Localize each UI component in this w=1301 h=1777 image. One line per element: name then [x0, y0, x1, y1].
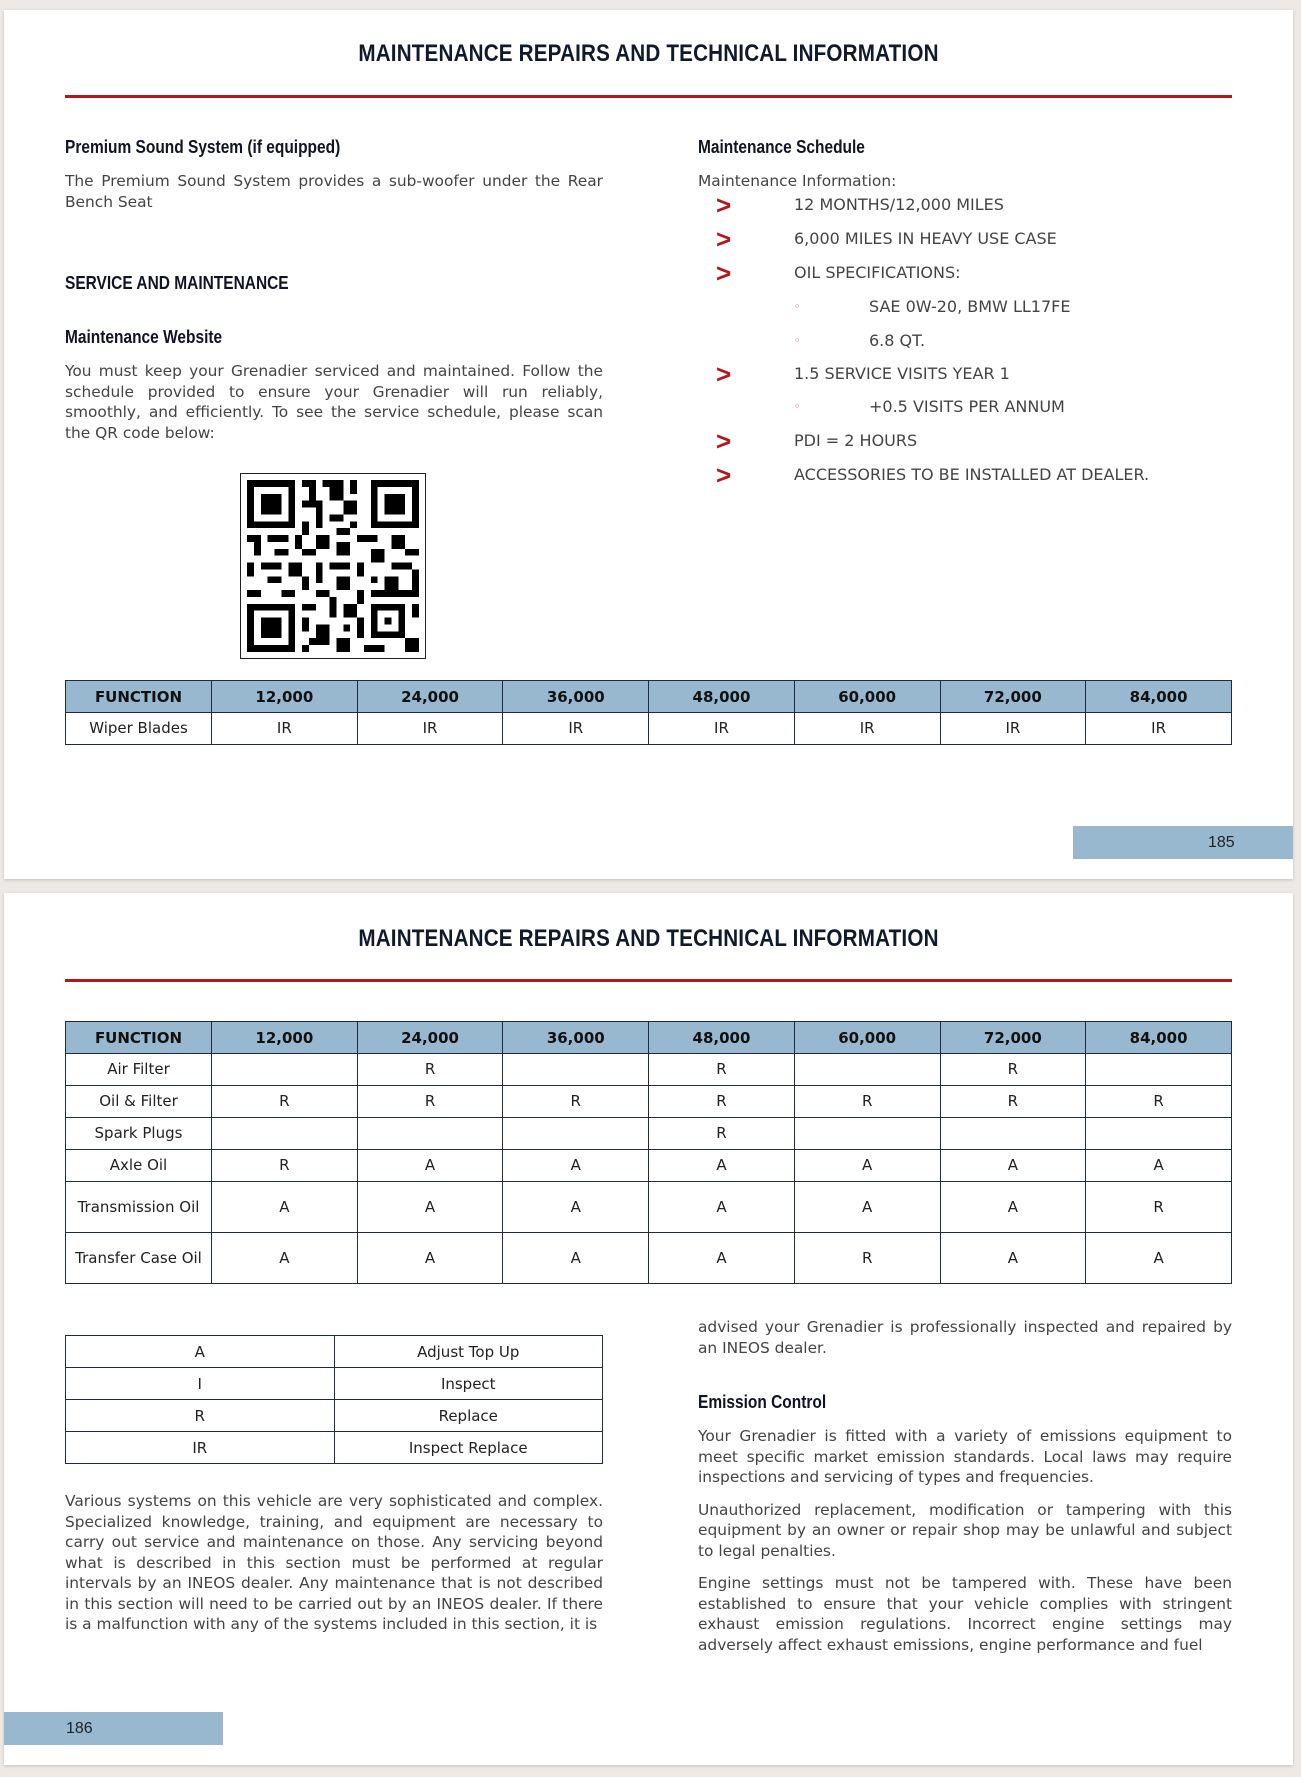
maintenance-info-label: Maintenance Information:	[698, 172, 897, 190]
table-header: 36,000	[503, 1022, 649, 1054]
table-header-row	[66, 681, 1232, 713]
schedule-item-text: ACCESSORIES TO BE INSTALLED AT DEALER.	[794, 465, 1150, 484]
schedule-item-text: 6,000 MILES IN HEAVY USE CASE	[794, 229, 1057, 248]
table-cell: A	[212, 1233, 358, 1284]
title-rule	[65, 979, 1232, 982]
maintenance-website-text: You must keep your Grenadier serviced and maintained. Follow the schedule provided to ensure your Grenadier will run reliably, smoothly, and efficiently. To see the service schedule, please scan the QR code below:	[65, 362, 603, 442]
schedule-item-text: SAE 0W-20, BMW LL17FE	[869, 297, 1071, 316]
table-cell: R	[357, 1054, 503, 1086]
circle-bullet-icon: ◦	[794, 334, 801, 347]
maintenance-schedule-heading: Maintenance Schedule	[698, 137, 865, 157]
table-cell	[940, 1118, 1086, 1150]
table-cell	[212, 1118, 358, 1150]
table-cell: IR	[940, 713, 1086, 745]
table-cell: A	[1086, 1233, 1232, 1284]
table-header: 60,000	[794, 1022, 940, 1054]
table-cell: A	[794, 1182, 940, 1233]
table-cell: A	[940, 1150, 1086, 1182]
chevron-right-icon: >	[716, 258, 732, 288]
page-number: 185	[1073, 826, 1293, 859]
table-cell: A	[503, 1233, 649, 1284]
legend-meaning: Inspect	[334, 1368, 603, 1400]
legend-meaning: Adjust Top Up	[334, 1336, 603, 1368]
table-cell: A	[503, 1150, 649, 1182]
legend-code: A	[66, 1336, 335, 1368]
table-cell: A	[794, 1150, 940, 1182]
table-cell: R	[503, 1086, 649, 1118]
table-cell: IR	[357, 713, 503, 745]
table-cell: A	[1086, 1150, 1232, 1182]
schedule-item-text: 6.8 QT.	[869, 331, 926, 350]
table-cell: IR	[503, 713, 649, 745]
emission-control-text	[698, 1426, 1232, 1667]
table-cell: A	[940, 1233, 1086, 1284]
circle-bullet-icon: ◦	[794, 300, 801, 313]
paragraph: Your Grenadier is fitted with a variety of emissions equipment to meet specific market emission standards. Local laws may require inspections and servicing of types and frequencies.	[698, 1427, 1232, 1486]
page-number: 186	[4, 1712, 223, 1745]
table-header: 84,000	[1086, 681, 1232, 713]
paragraph: Engine settings must not be tampered with. These have been established to ensure that your vehicle complies with stringent exhaust emission regulations. Incorrect engine settings may adversely affect exhaust emissions, engine performance and fuel	[698, 1574, 1232, 1654]
table-row	[66, 1150, 1232, 1182]
table-cell	[212, 1054, 358, 1086]
table-cell: Transfer Case Oil	[66, 1233, 212, 1284]
table-cell: A	[357, 1150, 503, 1182]
wiper-maintenance-table	[65, 680, 1232, 745]
table-row	[66, 1054, 1232, 1086]
table-row	[66, 1432, 603, 1464]
table-header: 84,000	[1086, 1022, 1232, 1054]
legend-code: R	[66, 1400, 335, 1432]
table-cell: Axle Oil	[66, 1150, 212, 1182]
table-cell: IR	[649, 713, 795, 745]
schedule-item-text: 1.5 SERVICE VISITS YEAR 1	[794, 364, 1010, 383]
table-cell: A	[357, 1182, 503, 1233]
table-cell	[357, 1118, 503, 1150]
table-header: 72,000	[940, 1022, 1086, 1054]
table-cell: R	[649, 1086, 795, 1118]
sound-system-heading: Premium Sound System (if equipped)	[65, 137, 341, 157]
paragraph: Unauthorized replacement, modification or tampering with this equipment by an owner or repair shop may be unlawful and subject to legal penalties.	[698, 1500, 1232, 1560]
table-header: 72,000	[940, 681, 1086, 713]
table-cell: R	[1086, 1182, 1232, 1233]
schedule-item-text: OIL SPECIFICATIONS:	[794, 263, 961, 282]
table-cell: R	[649, 1054, 795, 1086]
table-cell: R	[794, 1233, 940, 1284]
legend-meaning: Replace	[334, 1400, 603, 1432]
table-cell: A	[940, 1182, 1086, 1233]
table-header: 48,000	[649, 681, 795, 713]
table-row	[66, 713, 1232, 745]
table-cell: IR	[1086, 713, 1232, 745]
schedule-item-text: 12 MONTHS/12,000 MILES	[794, 195, 1004, 214]
table-row	[66, 1400, 603, 1432]
table-cell: A	[649, 1150, 795, 1182]
table-row	[66, 1086, 1232, 1118]
page-title: MAINTENANCE REPAIRS AND TECHNICAL INFORMATION	[358, 40, 939, 67]
table-cell: IR	[212, 713, 358, 745]
table-row	[66, 1233, 1232, 1284]
chevron-right-icon: >	[716, 359, 732, 389]
table-header: 36,000	[503, 681, 649, 713]
sound-system-text: The Premium Sound System provides a sub-woofer under the Rear Bench Seat	[65, 172, 603, 211]
table-header: 24,000	[357, 681, 503, 713]
table-row	[66, 1336, 603, 1368]
table-cell: Air Filter	[66, 1054, 212, 1086]
table-row	[66, 1118, 1232, 1150]
legend-code: IR	[66, 1432, 335, 1464]
emission-control-heading: Emission Control	[698, 1392, 827, 1412]
table-cell: R	[940, 1086, 1086, 1118]
table-cell	[794, 1118, 940, 1150]
table-cell: R	[649, 1118, 795, 1150]
maintenance-schedule-table	[65, 1021, 1232, 1284]
table-header: 12,000	[212, 1022, 358, 1054]
table-header-row	[66, 1022, 1232, 1054]
chevron-right-icon: >	[716, 190, 732, 220]
table-cell: R	[212, 1150, 358, 1182]
title-rule	[65, 95, 1232, 98]
table-cell	[1086, 1118, 1232, 1150]
qr-code-image	[247, 480, 419, 652]
table-cell: R	[794, 1086, 940, 1118]
chevron-right-icon: >	[716, 460, 732, 490]
table-cell: A	[649, 1233, 795, 1284]
table-cell: A	[357, 1233, 503, 1284]
table-cell: R	[1086, 1086, 1232, 1118]
table-row	[66, 1182, 1232, 1233]
table-header: 60,000	[794, 681, 940, 713]
legend-table	[65, 1335, 603, 1464]
table-cell: A	[212, 1182, 358, 1233]
table-cell: Spark Plugs	[66, 1118, 212, 1150]
legend-code: I	[66, 1368, 335, 1400]
table-header: 12,000	[212, 681, 358, 713]
table-cell	[503, 1054, 649, 1086]
chevron-right-icon: >	[716, 426, 732, 456]
table-cell	[794, 1054, 940, 1086]
table-cell: IR	[794, 713, 940, 745]
table-header: FUNCTION	[66, 681, 212, 713]
manual-page-186	[4, 893, 1293, 1765]
manual-page-185	[4, 10, 1293, 879]
chevron-right-icon: >	[716, 224, 732, 254]
table-cell: R	[357, 1086, 503, 1118]
service-maintenance-heading: SERVICE AND MAINTENANCE	[65, 273, 289, 293]
circle-bullet-icon: ◦	[794, 400, 801, 413]
inspection-advice-text: advised your Grenadier is professionally inspected and repaired by an INEOS dealer.	[698, 1318, 1232, 1357]
table-cell: Oil & Filter	[66, 1086, 212, 1118]
table-cell: R	[212, 1086, 358, 1118]
maintenance-website-heading: Maintenance Website	[65, 327, 223, 347]
table-cell: R	[940, 1054, 1086, 1086]
table-cell: A	[503, 1182, 649, 1233]
table-cell: Wiper Blades	[66, 713, 212, 745]
schedule-item-text: +0.5 VISITS PER ANNUM	[869, 397, 1065, 416]
page-title: MAINTENANCE REPAIRS AND TECHNICAL INFORMATION	[358, 925, 939, 952]
qr-code[interactable]	[240, 473, 426, 659]
table-header: 24,000	[357, 1022, 503, 1054]
table-header: FUNCTION	[66, 1022, 212, 1054]
table-header: 48,000	[649, 1022, 795, 1054]
table-cell: Transmission Oil	[66, 1182, 212, 1233]
table-row	[66, 1368, 603, 1400]
legend-meaning: Inspect Replace	[334, 1432, 603, 1464]
systems-info-text: Various systems on this vehicle are very sophisticated and complex. Specialized knowledge, training, and equipment are necessary to carry out service and maintenance on those. Any servicing beyond what is described in this section must be performed at regular intervals by an INEOS dealer. Any maintenance that is not described in this section will need to be carried out by an INEOS dealer. If there is a malfunction with any of the systems included in this section, it is	[65, 1492, 603, 1633]
table-cell	[1086, 1054, 1232, 1086]
schedule-item-text: PDI = 2 HOURS	[794, 431, 918, 450]
table-cell	[503, 1118, 649, 1150]
table-cell: A	[649, 1182, 795, 1233]
